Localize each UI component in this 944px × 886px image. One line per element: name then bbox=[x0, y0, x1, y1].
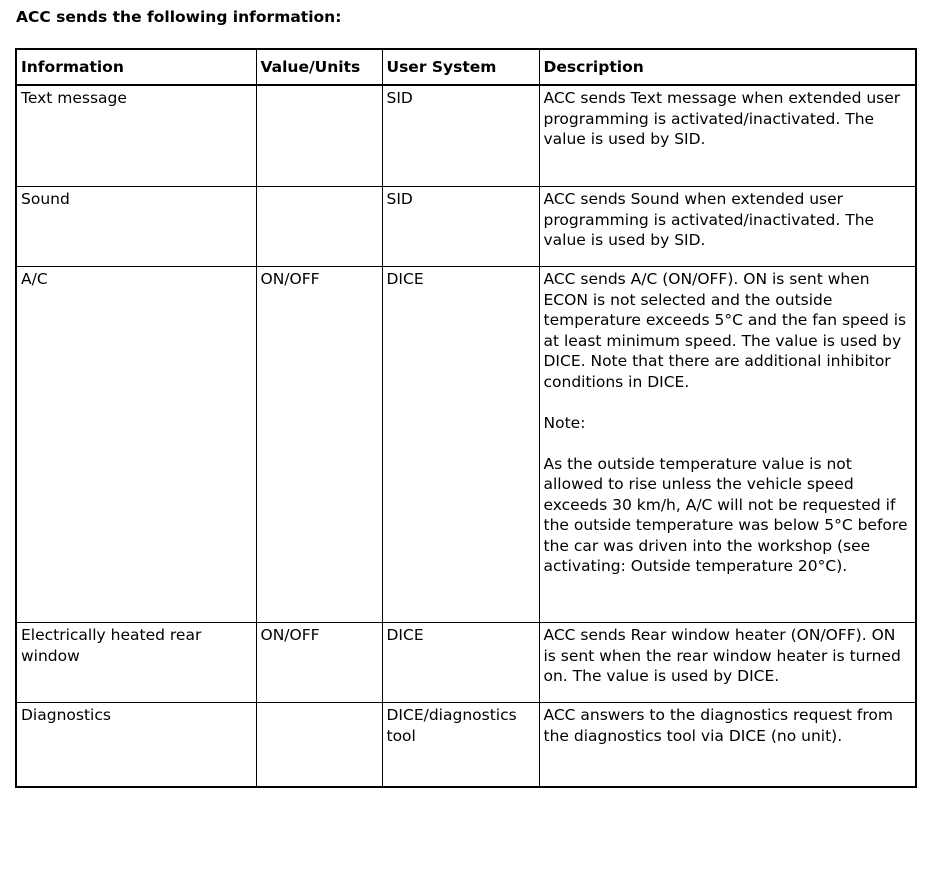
paragraph-gap bbox=[544, 392, 912, 413]
note-text: As the outside temperature value is not allowed to rise unless the vehicle speed exceeds 30 km/h, A/C will not be requested if the outside temperature was below 5°C before the car was driven into the workshop (see activating: Outside temperature 20°C). bbox=[543, 454, 908, 575]
note-label: Note: bbox=[543, 413, 586, 432]
column-header-description: Description bbox=[539, 49, 916, 85]
cell-information: Electrically heated rear window bbox=[16, 623, 256, 703]
table-row bbox=[16, 623, 916, 703]
cell-user-system: SID bbox=[382, 187, 539, 267]
cell-value-units bbox=[256, 703, 382, 788]
cell-user-system: SID bbox=[382, 85, 539, 187]
cell-user-system: DICE bbox=[382, 267, 539, 623]
cell-description: ACC answers to the diagnostics request from the diagnostics tool via DICE (no unit). bbox=[539, 703, 916, 788]
table-row bbox=[16, 703, 916, 788]
column-header-value-units: Value/Units bbox=[256, 49, 382, 85]
information-table bbox=[15, 48, 917, 788]
cell-value-units: ON/OFF bbox=[256, 623, 382, 703]
paragraph-gap bbox=[544, 433, 912, 454]
table-row bbox=[16, 267, 916, 623]
cell-description bbox=[539, 267, 916, 623]
description-text: ACC sends A/C (ON/OFF). ON is sent when ECON is not selected and the outside temperature exceeds 5°C and the fan speed is at least minimum speed. The value is used by DICE. Note that there are additional inhibitor conditions in DICE. bbox=[543, 270, 907, 391]
cell-value-units: ON/OFF bbox=[256, 267, 382, 623]
column-header-information: Information bbox=[16, 49, 256, 85]
cell-description: ACC sends Sound when extended user programming is activated/inactivated. The value is used by SID. bbox=[539, 187, 916, 267]
cell-description: ACC sends Rear window heater (ON/OFF). ON is sent when the rear window heater is turned on. The value is used by DICE. bbox=[539, 623, 916, 703]
cell-information: A/C bbox=[16, 267, 256, 623]
table-header-row bbox=[16, 49, 916, 85]
table-row bbox=[16, 85, 916, 187]
cell-value-units bbox=[256, 187, 382, 267]
cell-user-system: DICE/diagnostics tool bbox=[382, 703, 539, 788]
cell-description: ACC sends Text message when extended user programming is activated/inactivated. The value is used by SID. bbox=[539, 85, 916, 187]
cell-information: Diagnostics bbox=[16, 703, 256, 788]
table-row bbox=[16, 187, 916, 267]
cell-information: Text message bbox=[16, 85, 256, 187]
cell-information: Sound bbox=[16, 187, 256, 267]
cell-value-units bbox=[256, 85, 382, 187]
cell-user-system: DICE bbox=[382, 623, 539, 703]
page-heading: ACC sends the following information: bbox=[16, 8, 342, 26]
column-header-user-system: User System bbox=[382, 49, 539, 85]
